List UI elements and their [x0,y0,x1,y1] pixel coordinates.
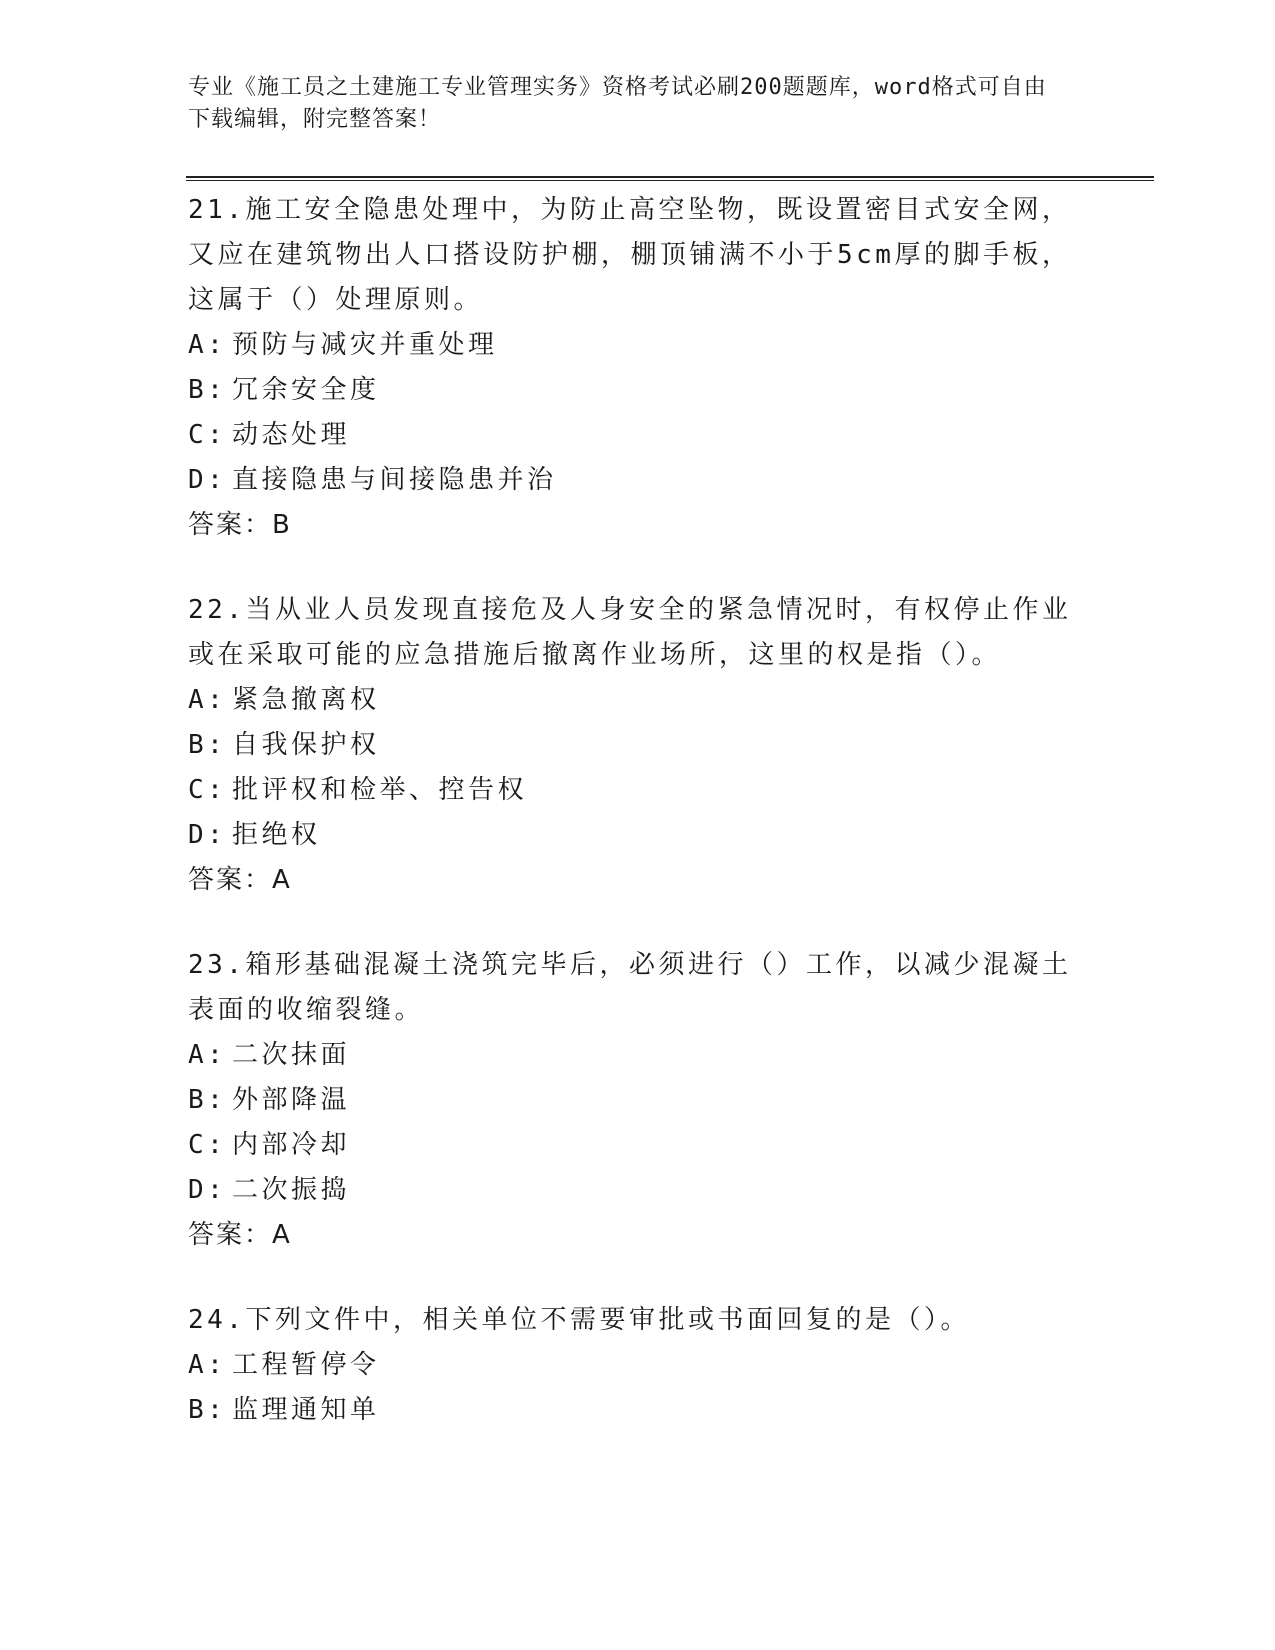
question-text: 22.当从业人员发现直接危及人身安全的紧急情况时，有权停止作业或在采取可能的应急措施后撤离作业场所，这里的权是指（）。 [188,595,1072,670]
question-list [188,188,1088,1473]
answer-line: 答案：A [188,865,292,895]
option-text: 二次抹面 [232,1040,351,1070]
option-a [188,678,1088,723]
answer-line: 答案：A [188,1220,292,1250]
question-22 [188,588,1088,903]
option-text: 动态处理 [232,420,351,450]
option-text: 二次振捣 [232,1175,351,1205]
option-c [188,1123,1088,1168]
option-letter: B: [188,1085,227,1115]
option-text: 监理通知单 [232,1395,380,1425]
option-text: 批评权和检举、控告权 [232,775,528,805]
question-text: 21.施工安全隐患处理中，为防止高空坠物，既设置密目式安全网，又应在建筑物出人口搭设防护棚，棚顶铺满不小于5cm厚的脚手板，这属于（）处理原则。 [188,195,1072,315]
option-text: 外部降温 [232,1085,351,1115]
option-letter: A: [188,1350,227,1380]
question-21 [188,188,1088,548]
option-letter: C: [188,1130,227,1160]
option-letter: D: [188,820,227,850]
option-letter: C: [188,420,227,450]
option-b [188,723,1088,768]
option-letter: B: [188,1395,227,1425]
option-b [188,368,1088,413]
option-letter: B: [188,375,227,405]
option-c [188,768,1088,813]
option-letter: D: [188,465,227,495]
question-24 [188,1298,1088,1433]
option-letter: C: [188,775,227,805]
option-text: 冗余安全度 [232,375,380,405]
option-a [188,1343,1088,1388]
option-text: 内部冷却 [232,1130,351,1160]
document-header: 专业《施工员之土建施工专业管理实务》资格考试必刷200题题库，word格式可自由下载编辑，附完整答案！ [188,75,1047,132]
option-d [188,458,1088,503]
option-d [188,813,1088,858]
question-text: 24.下列文件中，相关单位不需要审批或书面回复的是（）。 [188,1305,970,1335]
option-text: 工程暂停令 [232,1350,380,1380]
question-23 [188,943,1088,1258]
option-letter: D: [188,1175,227,1205]
option-c [188,413,1088,458]
option-b [188,1078,1088,1123]
option-b [188,1388,1088,1433]
question-text: 23.箱形基础混凝土浇筑完毕后，必须进行（）工作，以减少混凝土表面的收缩裂缝。 [188,950,1072,1025]
option-letter: A: [188,330,227,360]
option-text: 拒绝权 [232,820,321,850]
option-letter: B: [188,730,227,760]
option-text: 紧急撤离权 [232,685,380,715]
option-text: 自我保护权 [232,730,380,760]
option-text: 预防与减灾并重处理 [232,330,498,360]
option-a [188,323,1088,368]
option-text: 直接隐患与间接隐患并治 [232,465,557,495]
option-letter: A: [188,1040,227,1070]
header-divider [186,176,1154,181]
answer-line: 答案：B [188,510,292,540]
option-d [188,1168,1088,1213]
option-a [188,1033,1088,1078]
option-letter: A: [188,685,227,715]
